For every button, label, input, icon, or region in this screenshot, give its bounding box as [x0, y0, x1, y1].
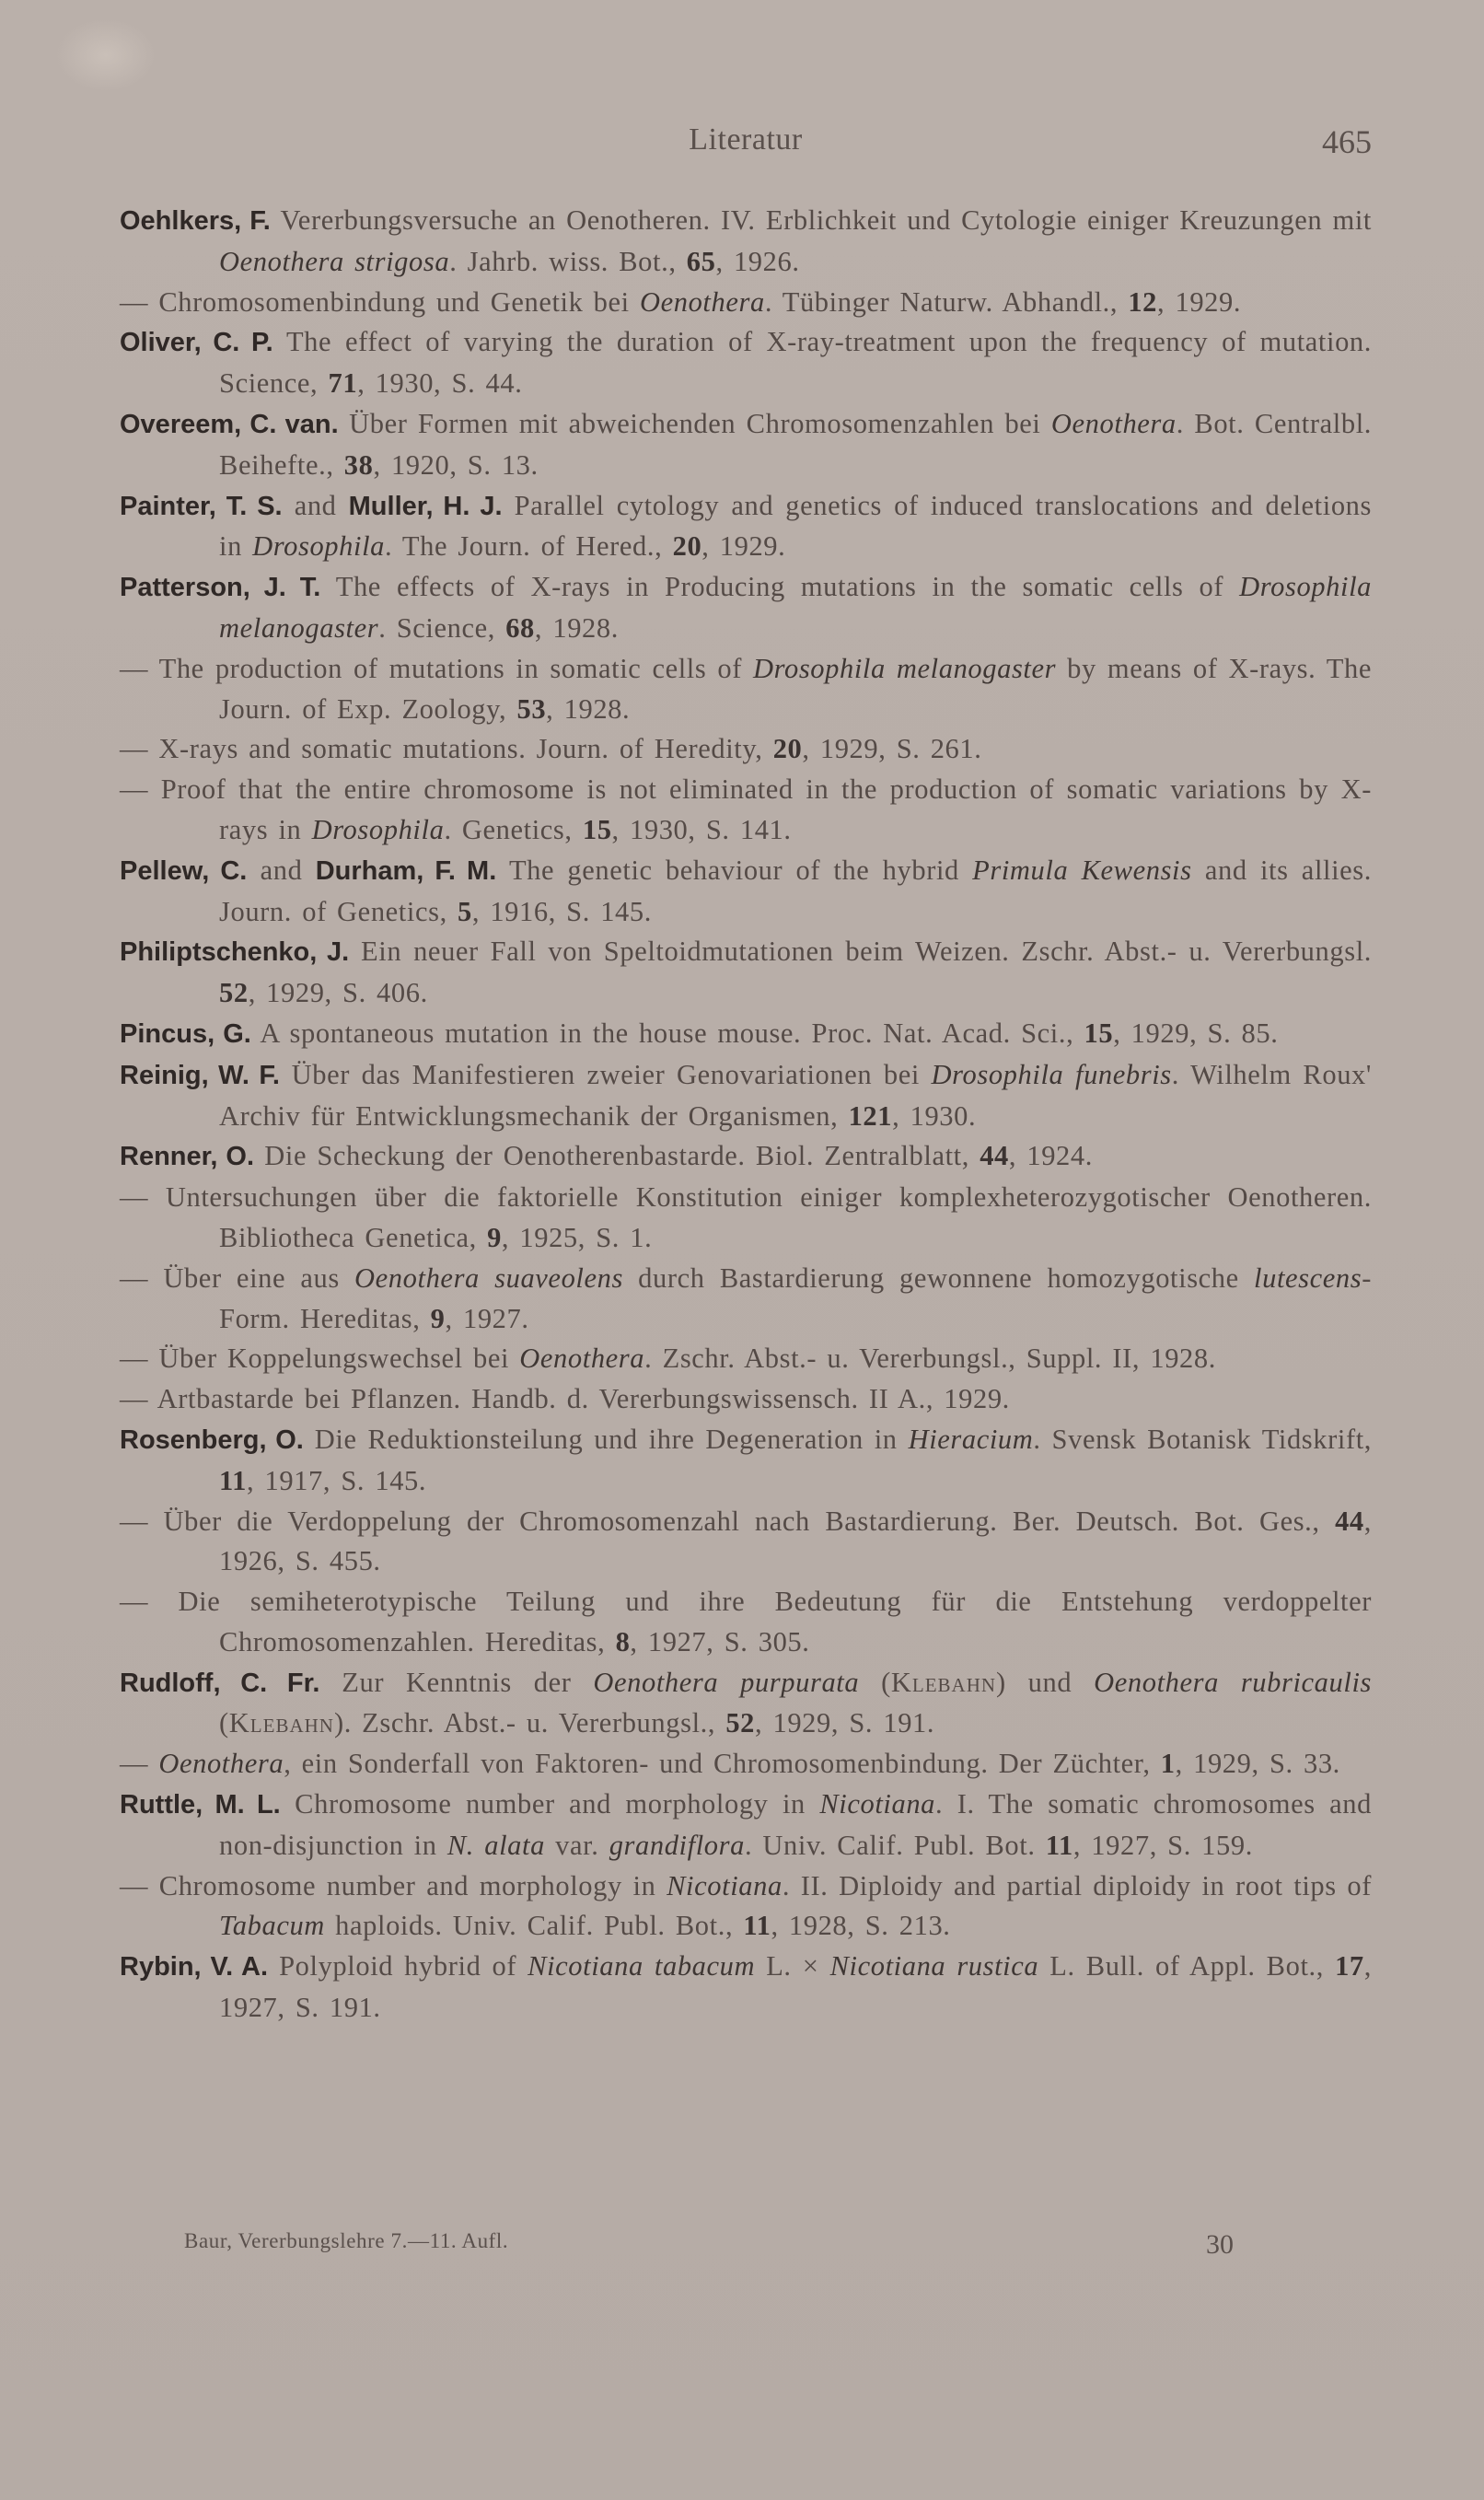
entry-text: , 1930, S. 141.	[611, 813, 792, 845]
author-name: Painter, T. S.	[120, 491, 283, 521]
volume-number: 38	[343, 448, 374, 481]
entry-text: The effects of X-rays in Producing mutations in the somatic cells of	[320, 571, 1240, 603]
entry-text: . II. Diploidy and partial diploidy in root tips of	[782, 1869, 1372, 1901]
entry-text: —	[120, 1748, 159, 1780]
author-name: Rybin, V. A.	[120, 1952, 269, 1983]
footer-signature-number: 30	[1206, 2229, 1234, 2260]
italic-text: Oenothera	[158, 1748, 284, 1780]
footer-book-reference: Baur, Vererbungslehre 7.—11. Aufl.	[184, 2229, 509, 2252]
entry-text: — Über Koppelungswechsel bei	[120, 1343, 520, 1375]
entry-text: The genetic behaviour of the hybrid	[496, 854, 973, 886]
bibliography-entry	[120, 201, 1372, 283]
entry-text: ). Zschr. Abst.- u. Vererbungsl.,	[333, 1707, 726, 1739]
entry-text: , 1926, S. 455.	[219, 1505, 1372, 1577]
entry-text: , 1929, S. 406.	[248, 977, 428, 1009]
bibliography-entry	[120, 567, 1372, 649]
entry-text: — Chromosomenbindung und Genetik bei	[120, 285, 640, 318]
italic-text: Oenothera	[1050, 407, 1177, 439]
entry-text: ) und	[996, 1666, 1095, 1698]
volume-number: 8	[615, 1625, 631, 1657]
volume-number: 52	[725, 1707, 756, 1739]
entry-text: — Über eine aus	[120, 1262, 355, 1294]
entry-text: Vererbungsversuche an Oenotheren. IV. Erblichkeit und Cytologie einiger Kreuzungen mit	[270, 204, 1372, 236]
italic-text: Drosophila melanogaster	[753, 652, 1057, 684]
bibliography-entry	[120, 283, 1372, 323]
bibliography-entry	[120, 1947, 1372, 2029]
entry-text: — X-rays and somatic mutations. Journ. of Heredity,	[120, 733, 773, 765]
italic-text: Oenothera purpurata	[593, 1666, 860, 1698]
entry-text: , 1929, S. 85.	[1113, 1017, 1279, 1049]
author-name: Patterson, J. T.	[120, 573, 321, 603]
entry-text: Polyploid hybrid of	[268, 1950, 528, 1983]
entry-text: — Proof that the entire chromosome is not eliminated in the production of somatic variations by X-rays in	[120, 773, 1372, 845]
volume-number: 15	[1084, 1017, 1114, 1049]
entry-text: , 1927.	[445, 1302, 529, 1334]
entry-text: — Die semiheterotypische Teilung und ihre Bedeutung für die Entstehung verdoppelter Chromosomenzahlen. Hereditas,	[120, 1586, 1372, 1657]
volume-number: 52	[219, 977, 249, 1009]
bibliography-entry	[120, 1339, 1372, 1379]
bibliography-entry	[120, 851, 1372, 933]
author-name: Pincus, G.	[120, 1018, 251, 1049]
entry-text: . Tübinger Naturw. Abhandl.,	[764, 285, 1129, 318]
bibliography-entry	[120, 1178, 1372, 1259]
entry-text: Die Reduktionsteilung und ihre Degeneration in	[303, 1423, 909, 1455]
italic-text: Oenothera	[519, 1343, 645, 1375]
volume-number: 11	[1045, 1829, 1073, 1861]
italic-text: Tabacum	[219, 1910, 325, 1942]
entry-text: , 1929, S. 33.	[1175, 1748, 1340, 1780]
page-smudge	[55, 18, 157, 92]
italic-text: Drosophila melanogaster	[219, 571, 1372, 644]
entry-text: Über das Manifestieren zweier Genovariationen bei	[279, 1058, 932, 1090]
entry-text: by means of X-rays. The Journ. of Exp. Zoology,	[219, 652, 1373, 725]
coauthor-name: Muller, H. J.	[348, 491, 503, 521]
coauthor-name: Durham, F. M.	[315, 855, 497, 886]
page-number: 465	[1322, 123, 1372, 160]
author-name: Rosenberg, O.	[120, 1424, 304, 1455]
bibliography-entry	[120, 1785, 1372, 1866]
running-header	[120, 122, 1372, 169]
page-footer	[120, 2229, 1372, 2266]
bibliography-entry	[120, 1663, 1372, 1745]
entry-text: , 1930, S. 44.	[357, 367, 523, 400]
volume-number: 12	[1128, 285, 1158, 318]
entry-text: , 1926.	[715, 245, 800, 277]
volume-number: 71	[328, 367, 358, 400]
entry-text: — Chromosome number and morphology in	[120, 1869, 667, 1901]
entry-text: — Untersuchungen über die faktorielle Konstitution einiger komplexheterozygotischer Oenotheren. Bibliotheca Genetica,	[120, 1181, 1372, 1253]
italic-text: Oenothera strigosa	[219, 245, 450, 277]
entry-text: , 1927, S. 191.	[219, 1950, 1372, 2024]
italic-text: Nicotiana	[667, 1869, 783, 1901]
italic-text: Nicotiana	[819, 1788, 936, 1820]
bibliography-entry	[120, 1136, 1372, 1178]
bibliography-entry	[120, 729, 1372, 770]
entry-text: Ein neuer Fall von Speltoidmutationen beim Weizen. Zschr. Abst.- u. Vererbungsl.	[349, 936, 1372, 968]
entry-text: (	[859, 1666, 891, 1698]
entry-text: — Über die Verdoppelung der Chromosomenzahl nach Bastardierung. Ber. Deutsch. Bot. Ges.,	[120, 1505, 1336, 1537]
italic-text: Primula Kewensis	[972, 854, 1192, 886]
entry-text: . Genetics,	[444, 813, 583, 845]
italic-text: Nicotiana tabacum	[528, 1950, 756, 1983]
bibliography-entry	[120, 1014, 1372, 1055]
volume-number: 9	[430, 1302, 446, 1334]
entry-text: . Univ. Calif. Publ. Bot.	[744, 1829, 1046, 1861]
author-name: Ruttle, M. L.	[120, 1790, 281, 1820]
entry-text: var.	[544, 1829, 609, 1861]
running-title: Literatur	[689, 122, 803, 157]
entry-text: L. ×	[755, 1950, 830, 1983]
author-name: Philiptschenko, J.	[120, 937, 350, 968]
entry-text: Über Formen mit abweichenden Chromosomenzahlen bei	[338, 407, 1051, 439]
entry-text: . Jahrb. wiss. Bot.,	[449, 245, 687, 277]
entry-text: , 1930.	[892, 1099, 977, 1132]
bibliography-entry	[120, 1379, 1372, 1420]
entry-text: haploids. Univ. Calif. Publ. Bot.,	[324, 1910, 744, 1942]
volume-number: 121	[848, 1099, 893, 1132]
bibliography-entry	[120, 932, 1372, 1014]
entry-text: , 1917, S. 145.	[247, 1464, 427, 1496]
entry-text: . Svensk Botanisk Tidskrift,	[1033, 1423, 1373, 1455]
entry-text: A spontaneous mutation in the house mouse. Proc. Nat. Acad. Sci.,	[250, 1017, 1084, 1049]
author-name: Renner, O.	[120, 1142, 255, 1172]
italic-text: Hieracium	[908, 1423, 1034, 1455]
volume-number: 17	[1335, 1950, 1364, 1983]
entry-text: Die Scheckung der Oenotherenbastarde. Biol. Zentralblatt,	[254, 1140, 980, 1172]
bibliography-entry	[120, 1055, 1372, 1137]
entry-text: L. Bull. of Appl. Bot.,	[1038, 1950, 1336, 1983]
bibliography-entry	[120, 1259, 1372, 1340]
entry-text: — The production of mutations in somatic cells of	[120, 652, 754, 684]
bibliography-entry	[120, 1420, 1372, 1502]
entry-text: (	[219, 1707, 229, 1739]
italic-text: Drosophila	[252, 530, 385, 563]
small-caps-name: Klebahn	[890, 1666, 997, 1698]
bibliography-entry	[120, 322, 1372, 404]
volume-number: 44	[1335, 1505, 1364, 1537]
entry-text: , 1924.	[1008, 1140, 1093, 1172]
bibliography-entry	[120, 770, 1372, 851]
bibliography-entry	[120, 1582, 1372, 1663]
italic-text: Oenothera	[639, 285, 765, 318]
entry-text: , 1929.	[1157, 285, 1242, 318]
bibliography-entry	[120, 649, 1372, 730]
entry-text: -Form. Hereditas,	[219, 1262, 1372, 1334]
entry-text: and	[282, 489, 349, 521]
entry-text: . I. The somatic chromosomes and non-disjunction in	[219, 1788, 1372, 1861]
volume-number: 20	[772, 733, 803, 765]
italic-text: Oenothera suaveolens	[354, 1262, 623, 1294]
entry-text: The effect of varying the duration of X-ray-treatment upon the frequency of mutation. Science,	[219, 326, 1372, 400]
italic-text: Drosophila	[311, 813, 445, 845]
entry-text: , 1929, S. 191.	[755, 1707, 935, 1739]
entry-text: , 1928.	[546, 692, 631, 725]
author-name: Pellew, C.	[120, 855, 248, 886]
author-name: Oehlkers, F.	[120, 206, 271, 236]
entry-text: , 1929, S. 261.	[802, 733, 982, 765]
volume-number: 11	[219, 1464, 248, 1496]
volume-number: 11	[743, 1910, 771, 1942]
bibliography-list	[120, 201, 1372, 2029]
volume-number: 20	[672, 530, 702, 563]
author-name: Reinig, W. F.	[120, 1060, 280, 1090]
entry-text: and	[247, 854, 316, 886]
volume-number: 9	[487, 1221, 502, 1253]
bibliography-entry	[120, 1744, 1372, 1785]
italic-text: grandiflora	[609, 1829, 745, 1861]
italic-text: N. alata	[446, 1829, 545, 1861]
author-name: Overeem, C. van.	[120, 409, 339, 439]
entry-text: durch Bastardierung gewonnene homozygotische	[622, 1262, 1255, 1294]
bibliography-entry	[120, 1502, 1372, 1583]
entry-text: . Wilhelm Roux' Archiv für Entwicklungsmechanik der Organismen,	[219, 1058, 1372, 1132]
entry-text: , 1927, S. 159.	[1072, 1829, 1253, 1861]
entry-text: , 1929.	[701, 530, 786, 563]
volume-number: 65	[686, 245, 716, 277]
entry-text: , ein Sonderfall von Faktoren- und Chromosomenbindung. Der Züchter,	[284, 1748, 1161, 1780]
bibliography-entry	[120, 1866, 1372, 1948]
entry-text: , 1928.	[534, 611, 619, 644]
italic-text: Oenothera rubricaulis	[1094, 1666, 1372, 1698]
volume-number: 44	[980, 1140, 1009, 1172]
entry-text: . Science,	[378, 611, 506, 644]
entry-text: , 1927, S. 305.	[630, 1625, 810, 1657]
entry-text: , 1916, S. 145.	[471, 895, 652, 927]
italic-text: lutescens	[1254, 1262, 1362, 1294]
entry-text: . Bot. Centralbl. Beihefte.,	[219, 407, 1373, 481]
author-name: Rudloff, C. Fr.	[120, 1668, 320, 1698]
volume-number: 5	[458, 895, 472, 927]
entry-text: . Zschr. Abst.- u. Vererbungsl., Suppl. II, 1928.	[644, 1343, 1216, 1375]
author-name: Oliver, C. P.	[120, 328, 273, 358]
italic-text: Drosophila funebris	[931, 1058, 1172, 1090]
volume-number: 15	[582, 813, 612, 845]
entry-text: , 1928, S. 213.	[771, 1910, 951, 1942]
entry-text: . The Journ. of Hered.,	[385, 530, 673, 563]
entry-text: — Artbastarde bei Pflanzen. Handb. d. Vererbungswissensch. II A., 1929.	[120, 1383, 1010, 1415]
volume-number: 1	[1160, 1748, 1176, 1780]
entry-text: Parallel cytology and genetics of induced translocations and deletions in	[219, 489, 1372, 563]
entry-text: , 1925, S. 1.	[501, 1221, 653, 1253]
bibliography-entry	[120, 486, 1372, 568]
entry-text: and its allies. Journ. of Genetics,	[219, 854, 1372, 927]
italic-text: Nicotiana rustica	[829, 1950, 1039, 1983]
entry-text: , 1920, S. 13.	[373, 448, 539, 481]
small-caps-name: Klebahn	[228, 1707, 334, 1739]
volume-number: 68	[505, 611, 535, 644]
entry-text: Chromosome number and morphology in	[280, 1788, 820, 1820]
bibliography-entry	[120, 404, 1372, 486]
entry-text: Zur Kenntnis der	[319, 1666, 594, 1698]
volume-number: 53	[516, 692, 547, 725]
